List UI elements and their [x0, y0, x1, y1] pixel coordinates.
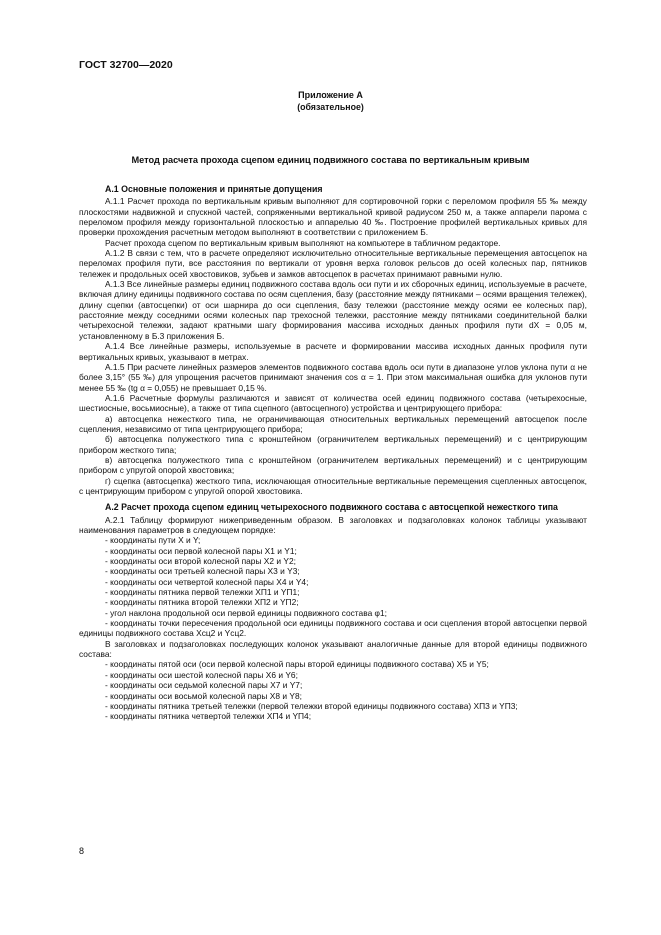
document-body [79, 184, 587, 722]
paragraph-a21: А.2.1 Таблицу формируют нижеприведенным образом. В заголовках и подзаголовках колонок таблицы указывают наименования параметров в следующем порядке: [79, 514, 587, 535]
coupler-type-d: г) сцепка (автосцепка) жесткого типа, исключающая относительные вертикальные перемещения сцепленных автосцепок, с центрирующим прибором с упругой опорой хвостовика. [79, 475, 587, 496]
section-heading-a2: А.2 Расчет прохода сцепом единиц четырехосного подвижного состава с автосцепкой нежесткого типа [105, 502, 558, 513]
paragraph-a14: А.1.4 Все линейные размеры, используемые в расчете и формировании массива исходных данных профиля пути вертикальных кривых, указывают в метрах. [79, 341, 587, 362]
section-heading-a1: А.1 Основные положения и принятые допущения [105, 184, 323, 194]
list-item: - координаты оси седьмой колесной пары X7 и Y7; [105, 680, 303, 691]
list-item: - координаты оси четвертой колесной пары X4 и Y4; [105, 576, 309, 587]
annex-status: (обязательное) [297, 102, 364, 112]
paragraph-a12: А.1.2 В связи с тем, что в расчете определяют исключительно относительные вертикальные перемещения автосцепок на переломах профиля пути, все расстояния по вертикали от уровня верха головок рельсов до осей колесных пар, пятников тележек и продольных осей хвостовиков, зубьев и замков автосцепок в расчетах принимают равными нулю. [79, 248, 587, 279]
list-item: - координаты пути X и Y; [105, 535, 201, 546]
list-item: - координаты пятника второй тележки XП2 и YП2; [105, 597, 299, 608]
list-item-long: - координаты точки пересечения продольной оси единицы подвижного состава и оси сцепления второй автосцепки первой единицы подвижного состава Xсц2 и Yсц2. [79, 618, 587, 639]
list-item: - координаты пятника первой тележки XП1 и YП1; [105, 587, 300, 598]
coupler-type-c: в) автосцепка полужесткого типа с кронштейном (ограничителем вертикальных перемещений) и с центрирующим прибором с упругой опорой хвостовика; [79, 454, 587, 476]
paragraph-a13: А.1.3 Все линейные размеры единиц подвижного состава вдоль оси пути и их сборочных единиц, используемые в расчете, включая длину единицы подвижного состава по осям сцепления, базу (расстояние между пятниками – осями вращения тележек), длину сцепки (автосцепки) от оси шарнира до оси сцепления, базу тележки (расстояние между осями ее колесных пар), расстояние между соседними осями колесных пар трехосной тележки, расстояние между пятниками соединительной балки четырехосной тележки, задают кратными шагу формирования массива исходных данных профиля пути dX = 0,05 м, установленному в Б.3 приложения Б. [79, 279, 587, 341]
coupler-type-b: б) автосцепка полужесткого типа с кронштейном (ограничителем вертикальных перемещений) и с центрирующим прибором жесткого типа; [79, 434, 587, 455]
annex-title: Приложение А [298, 90, 363, 100]
list-item: - координаты оси первой колесной пары X1 и Y1; [105, 545, 297, 556]
paragraph-second-unit: В заголовках и подзаголовках последующих колонок указывают аналогичные данные для второй единицы подвижного состава: [79, 638, 587, 660]
coupler-type-a: а) автосцепка нежесткого типа, не ограничивающая относительных вертикальных перемещений автосцепок после сцепления, независимо от типа центрирующего прибора; [79, 413, 587, 434]
list-item: - координаты оси третьей колесной пары X3 и Y3; [105, 566, 300, 577]
method-title: Метод расчета прохода сцепом единиц подвижного состава по вертикальным кривым [131, 155, 530, 165]
standard-header: ГОСТ 32700—2020 [79, 59, 173, 71]
list-item: - угол наклона продольной оси первой единицы подвижного состава φ1; [105, 607, 387, 618]
paragraph-calc-note: Расчет прохода сцепом по вертикальным кривым выполняют на компьютере в табличном редакторе. [105, 237, 501, 248]
page-number: 8 [79, 846, 85, 856]
paragraph-a16: А.1.6 Расчетные формулы различаются и зависят от количества осей единиц подвижного состава (четырехосные, шестиосные, восьмиосные), а также от типа сцепного (автосцепного) устройства и центрирующего прибора: [79, 392, 587, 414]
paragraph-a11: А.1.1 Расчет прохода по вертикальным кривым выполняют для сортировочной горки с переломом профиля 55 ‰ между плоскостями надвижной и спускной частей, сопряженными вертикальной кривой радиусом 250 м, а также аппарели парома с переломом профиля между горизонтальной плоскостью и аппарелью 40 ‰. Построение профилей вертикальных кривых для проверки прохождения расчетным методом выполняют в соответствии с приложением Б. [79, 196, 587, 238]
list-item: - координаты оси второй колесной пары X2 и Y2; [105, 556, 296, 567]
list-item: - координаты оси восьмой колесной пары X8 и Y8; [105, 690, 302, 701]
list-item: - координаты оси шестой колесной пары X6 и Y6; [105, 669, 298, 680]
list-item: - координаты пятника четвертой тележки XП4 и YП4; [105, 711, 312, 722]
list-item: - координаты пятника третьей тележки (первой тележки второй единицы подвижного состава) XП3 и YП3; [105, 700, 518, 711]
paragraph-a15: А.1.5 При расчете линейных размеров элементов подвижного состава вдоль оси пути в диапазоне углов уклона пути α не более 3,15° (55 ‰) для упрощения расчетов принимают значения cos α = 1. При этом максимальная ошибка для уклонов пути менее 55 ‰ (tg α = 0,055) не превышает 0,15 %. [79, 361, 587, 393]
list-item: - координаты пятой оси (оси первой колесной пары второй единицы подвижного состава) X5 и Y5; [105, 659, 489, 670]
